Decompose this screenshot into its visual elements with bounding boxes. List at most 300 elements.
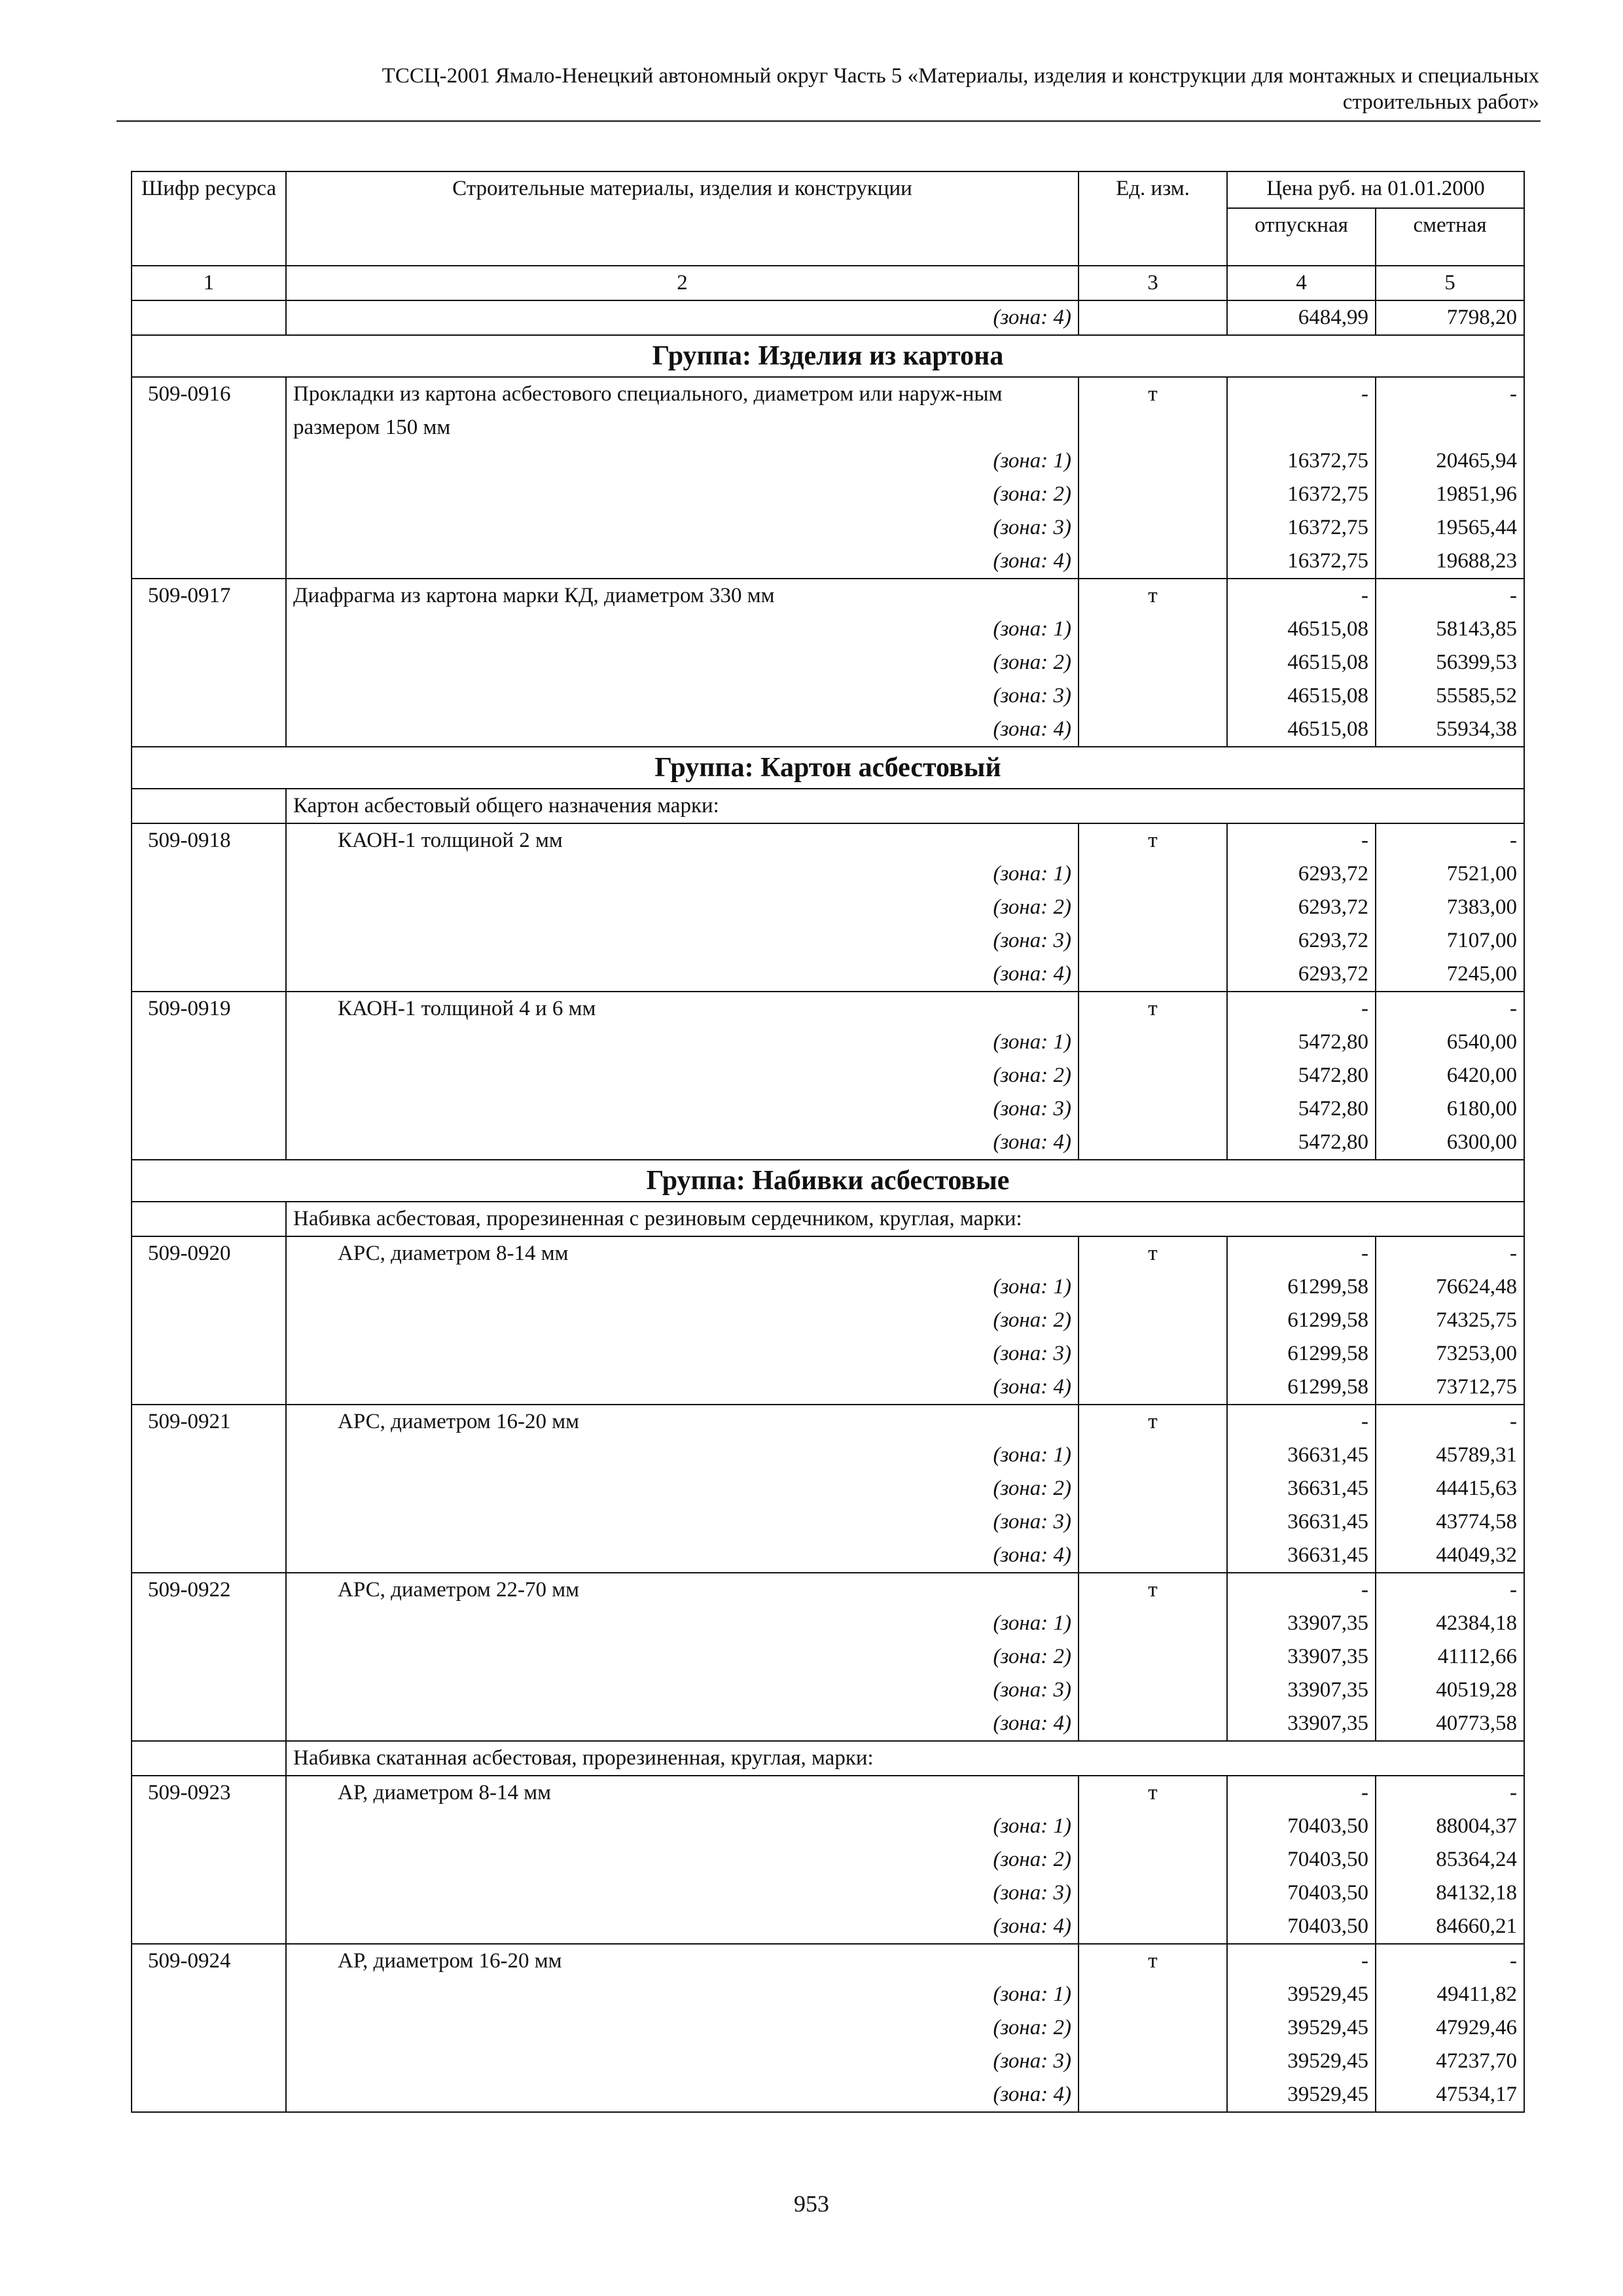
estimate-price: 45789,31 [1376, 1439, 1524, 1472]
column-header-code: Шифр ресурса [132, 171, 286, 266]
resource-code: 509-0918 [132, 823, 286, 857]
zone-label: (зона: 3) [286, 679, 1079, 713]
unit-cell [1079, 1439, 1227, 1472]
zone-label: (зона: 2) [286, 1640, 1079, 1674]
code-cell [132, 511, 286, 545]
release-price: - [1227, 992, 1376, 1026]
code-cell [132, 300, 286, 335]
subheading-row [132, 1202, 1524, 1236]
code-cell [132, 646, 286, 679]
estimate-price: 40519,28 [1376, 1674, 1524, 1707]
release-price: 61299,58 [1227, 1304, 1376, 1337]
group-heading-row [132, 747, 1524, 789]
subheading: Картон асбестовый общего назначения марки: [286, 789, 1524, 823]
unit-cell [1079, 1371, 1227, 1405]
running-header-line-1: ТССЦ-2001 Ямало-Ненецкий автономный округ Часть 5 «Материалы, изделия и конструкции для монтажных и специальных [382, 64, 1539, 88]
unit-cell [1079, 1337, 1227, 1371]
code-cell [132, 958, 286, 992]
material-name: КАОН-1 толщиной 4 и 6 мм [286, 992, 1079, 1026]
column-header-name: Строительные материалы, изделия и конструкции [286, 171, 1079, 266]
estimate-price: 73253,00 [1376, 1337, 1524, 1371]
unit-cell [1079, 1126, 1227, 1160]
zone-row [132, 545, 1524, 579]
zone-row [132, 924, 1524, 958]
unit-cell [1079, 713, 1227, 747]
estimate-price: 43774,58 [1376, 1505, 1524, 1539]
code-cell [132, 2045, 286, 2078]
release-price: 6293,72 [1227, 891, 1376, 924]
zone-row [132, 1505, 1524, 1539]
unit: т [1079, 377, 1227, 444]
group-heading: Группа: Набивки асбестовые [132, 1160, 1524, 1202]
estimate-price: - [1376, 377, 1524, 444]
release-price: - [1227, 579, 1376, 613]
estimate-price: - [1376, 1405, 1524, 1439]
code-cell [132, 1270, 286, 1304]
code-cell [132, 1371, 286, 1405]
resource-code: 509-0923 [132, 1776, 286, 1810]
zone-row [132, 1674, 1524, 1707]
zone-label: (зона: 1) [286, 857, 1079, 891]
code-cell [132, 1026, 286, 1059]
unit-cell [1079, 444, 1227, 478]
table-row [132, 992, 1524, 1026]
release-price: 33907,35 [1227, 1707, 1376, 1741]
zone-label: (зона: 2) [286, 1472, 1079, 1505]
zone-label: (зона: 2) [286, 1843, 1079, 1876]
material-name: КАОН-1 толщиной 2 мм [286, 823, 1079, 857]
release-price: - [1227, 1776, 1376, 1810]
unit-cell [1079, 300, 1227, 335]
zone-label: (зона: 3) [286, 1505, 1079, 1539]
zone-label: (зона: 1) [286, 444, 1079, 478]
estimate-price: 6540,00 [1376, 1026, 1524, 1059]
unit-cell [1079, 1539, 1227, 1573]
estimate-price: 7107,00 [1376, 924, 1524, 958]
unit-cell [1079, 1472, 1227, 1505]
code-cell [132, 1741, 286, 1776]
running-header-line-2: строительных работ» [1342, 90, 1539, 114]
estimate-price: 6300,00 [1376, 1126, 1524, 1160]
unit-cell [1079, 1707, 1227, 1741]
column-number: 4 [1227, 266, 1376, 300]
unit-cell [1079, 924, 1227, 958]
zone-row [132, 1270, 1524, 1304]
zone-row [132, 511, 1524, 545]
estimate-price: - [1376, 1776, 1524, 1810]
resource-code: 509-0924 [132, 1944, 286, 1978]
zone-label: (зона: 3) [286, 1092, 1079, 1126]
code-cell [132, 1707, 286, 1741]
zone-row [132, 1707, 1524, 1741]
estimate-price: 7521,00 [1376, 857, 1524, 891]
code-cell [132, 545, 286, 579]
subheading: Набивка скатанная асбестовая, прорезиненная, круглая, марки: [286, 1741, 1524, 1776]
carry-over-row [132, 300, 1524, 335]
zone-row [132, 1640, 1524, 1674]
zone-row [132, 1978, 1524, 2011]
zone-label: (зона: 4) [286, 1539, 1079, 1573]
zone-label: (зона: 2) [286, 2011, 1079, 2045]
zone-label: (зона: 1) [286, 1607, 1079, 1640]
table-row [132, 377, 1524, 444]
release-price: 6293,72 [1227, 958, 1376, 992]
code-cell [132, 444, 286, 478]
table-row [132, 1776, 1524, 1810]
release-price: 46515,08 [1227, 613, 1376, 646]
code-cell [132, 891, 286, 924]
zone-row [132, 1539, 1524, 1573]
unit-cell [1079, 545, 1227, 579]
material-name: АРС, диаметром 8-14 мм [286, 1236, 1079, 1270]
release-price: 36631,45 [1227, 1505, 1376, 1539]
zone-row [132, 444, 1524, 478]
zone-row [132, 2078, 1524, 2112]
zone-row [132, 1026, 1524, 1059]
zone-label: (зона: 3) [286, 1337, 1079, 1371]
subheading-row [132, 789, 1524, 823]
unit-cell [1079, 1876, 1227, 1910]
zone-label: (зона: 2) [286, 891, 1079, 924]
release-price: 5472,80 [1227, 1126, 1376, 1160]
table-row [132, 823, 1524, 857]
release-price: 33907,35 [1227, 1640, 1376, 1674]
column-header-unit: Ед. изм. [1079, 171, 1227, 266]
header-rule [116, 120, 1541, 122]
code-cell [132, 2078, 286, 2112]
resource-code: 509-0917 [132, 579, 286, 613]
estimate-price: - [1376, 992, 1524, 1026]
release-price: 70403,50 [1227, 1876, 1376, 1910]
zone-row [132, 713, 1524, 747]
unit: т [1079, 992, 1227, 1026]
zone-label: (зона: 3) [286, 1876, 1079, 1910]
zone-row [132, 1876, 1524, 1910]
zone-label: (зона: 1) [286, 1810, 1079, 1843]
release-price: 61299,58 [1227, 1270, 1376, 1304]
zone-label: (зона: 2) [286, 1059, 1079, 1092]
estimate-price: 42384,18 [1376, 1607, 1524, 1640]
zone-row [132, 2011, 1524, 2045]
unit-cell [1079, 958, 1227, 992]
release-price: 70403,50 [1227, 1910, 1376, 1944]
release-price: - [1227, 1944, 1376, 1978]
column-number: 2 [286, 266, 1079, 300]
material-name: Диафрагма из картона марки КД, диаметром 330 мм [286, 579, 1079, 613]
unit-cell [1079, 1059, 1227, 1092]
column-header-estimate: сметная [1376, 208, 1524, 266]
resource-code: 509-0919 [132, 992, 286, 1026]
zone-label: (зона: 1) [286, 613, 1079, 646]
unit-cell [1079, 1978, 1227, 2011]
estimate-price: 47534,17 [1376, 2078, 1524, 2112]
estimate-price: 19565,44 [1376, 511, 1524, 545]
estimate-price: 88004,37 [1376, 1810, 1524, 1843]
zone-label: (зона: 4) [286, 1707, 1079, 1741]
unit: т [1079, 823, 1227, 857]
release-price: 16372,75 [1227, 444, 1376, 478]
estimate-price: 6180,00 [1376, 1092, 1524, 1126]
group-heading: Группа: Изделия из картона [132, 335, 1524, 377]
release-price: 36631,45 [1227, 1472, 1376, 1505]
estimate-price: 7798,20 [1376, 300, 1524, 335]
material-name: АР, диаметром 8-14 мм [286, 1776, 1079, 1810]
estimate-price: - [1376, 823, 1524, 857]
unit-cell [1079, 679, 1227, 713]
release-price: 39529,45 [1227, 1978, 1376, 2011]
estimate-price: 76624,48 [1376, 1270, 1524, 1304]
material-name: Прокладки из картона асбестового специального, диаметром или наруж-ным размером 150 мм [286, 377, 1079, 444]
estimate-price: 7383,00 [1376, 891, 1524, 924]
code-cell [132, 924, 286, 958]
zone-label: (зона: 4) [286, 1126, 1079, 1160]
code-cell [132, 1910, 286, 1944]
zone-row [132, 679, 1524, 713]
table-row [132, 1573, 1524, 1607]
zone-row [132, 958, 1524, 992]
estimate-price: 44049,32 [1376, 1539, 1524, 1573]
unit: т [1079, 1776, 1227, 1810]
release-price: 6293,72 [1227, 857, 1376, 891]
zone-row [132, 1126, 1524, 1160]
zone-label: (зона: 2) [286, 478, 1079, 511]
zone-label: (зона: 2) [286, 1304, 1079, 1337]
unit-cell [1079, 2011, 1227, 2045]
release-price: 70403,50 [1227, 1810, 1376, 1843]
unit: т [1079, 579, 1227, 613]
code-cell [132, 1202, 286, 1236]
code-cell [132, 613, 286, 646]
page-number: 953 [794, 2191, 829, 2217]
zone-label: (зона: 3) [286, 1674, 1079, 1707]
column-number: 3 [1079, 266, 1227, 300]
zone-row [132, 478, 1524, 511]
code-cell [132, 679, 286, 713]
release-price: 61299,58 [1227, 1371, 1376, 1405]
estimate-price: 85364,24 [1376, 1843, 1524, 1876]
unit-cell [1079, 1810, 1227, 1843]
release-price: 39529,45 [1227, 2045, 1376, 2078]
zone-row [132, 1439, 1524, 1472]
code-cell [132, 1674, 286, 1707]
code-cell [132, 1843, 286, 1876]
release-price: 39529,45 [1227, 2078, 1376, 2112]
unit-cell [1079, 511, 1227, 545]
release-price: - [1227, 823, 1376, 857]
code-cell [132, 1810, 286, 1843]
unit-cell [1079, 1910, 1227, 1944]
code-cell [132, 478, 286, 511]
release-price: 61299,58 [1227, 1337, 1376, 1371]
estimate-price: 56399,53 [1376, 646, 1524, 679]
zone-row [132, 1843, 1524, 1876]
estimate-price: 84132,18 [1376, 1876, 1524, 1910]
resource-code: 509-0920 [132, 1236, 286, 1270]
unit-cell [1079, 891, 1227, 924]
zone-row [132, 1810, 1524, 1843]
unit-cell [1079, 1674, 1227, 1707]
zone-row [132, 1910, 1524, 1944]
code-cell [132, 713, 286, 747]
unit-cell [1079, 2045, 1227, 2078]
estimate-price: 40773,58 [1376, 1707, 1524, 1741]
estimate-price: 55934,38 [1376, 713, 1524, 747]
estimate-price: 19851,96 [1376, 478, 1524, 511]
code-cell [132, 1337, 286, 1371]
estimate-price: 47929,46 [1376, 2011, 1524, 2045]
release-price: 33907,35 [1227, 1607, 1376, 1640]
zone-label: (зона: 1) [286, 1026, 1079, 1059]
zone-row [132, 613, 1524, 646]
estimate-price: 74325,75 [1376, 1304, 1524, 1337]
zone-label: (зона: 4) [286, 2078, 1079, 2112]
code-cell [132, 2011, 286, 2045]
release-price: 36631,45 [1227, 1539, 1376, 1573]
zone-label: (зона: 2) [286, 646, 1079, 679]
estimate-price: 44415,63 [1376, 1472, 1524, 1505]
zone-label: (зона: 1) [286, 1978, 1079, 2011]
table-body [132, 300, 1524, 2112]
release-price: 5472,80 [1227, 1059, 1376, 1092]
resource-code: 509-0921 [132, 1405, 286, 1439]
release-price: 16372,75 [1227, 478, 1376, 511]
unit-cell [1079, 857, 1227, 891]
unit: т [1079, 1944, 1227, 1978]
zone-label: (зона: 3) [286, 924, 1079, 958]
unit-cell [1079, 1607, 1227, 1640]
resource-code: 509-0916 [132, 377, 286, 444]
code-cell [132, 1059, 286, 1092]
release-price: 6484,99 [1227, 300, 1376, 335]
zone-label: (зона: 4) [286, 545, 1079, 579]
code-cell [132, 1978, 286, 2011]
subheading: Набивка асбестовая, прорезиненная с резиновым сердечником, круглая, марки: [286, 1202, 1524, 1236]
release-price: 70403,50 [1227, 1843, 1376, 1876]
running-header [118, 63, 1539, 115]
unit-cell [1079, 646, 1227, 679]
code-cell [132, 857, 286, 891]
release-price: 36631,45 [1227, 1439, 1376, 1472]
unit-cell [1079, 478, 1227, 511]
table-header [132, 171, 1524, 300]
zone-label: (зона: 1) [286, 1439, 1079, 1472]
estimate-price: 20465,94 [1376, 444, 1524, 478]
estimate-price: - [1376, 579, 1524, 613]
zone-row [132, 1607, 1524, 1640]
release-price: 6293,72 [1227, 924, 1376, 958]
estimate-price: - [1376, 1236, 1524, 1270]
code-cell [132, 1876, 286, 1910]
subheading-row [132, 1741, 1524, 1776]
zone-row [132, 1472, 1524, 1505]
column-number: 5 [1376, 266, 1524, 300]
zone-label: (зона: 4) [286, 713, 1079, 747]
release-price: - [1227, 1236, 1376, 1270]
code-cell [132, 1505, 286, 1539]
resource-code: 509-0922 [132, 1573, 286, 1607]
table-row [132, 1405, 1524, 1439]
estimate-price: 41112,66 [1376, 1640, 1524, 1674]
release-price: - [1227, 1405, 1376, 1439]
table-row [132, 579, 1524, 613]
unit-cell [1079, 1505, 1227, 1539]
unit: т [1079, 1236, 1227, 1270]
unit-cell [1079, 1026, 1227, 1059]
release-price: 46515,08 [1227, 679, 1376, 713]
zone-label: (зона: 4) [286, 1371, 1079, 1405]
column-header-price: Цена руб. на 01.01.2000 [1227, 171, 1524, 208]
unit-cell [1079, 1270, 1227, 1304]
release-price: 16372,75 [1227, 545, 1376, 579]
estimate-price: 7245,00 [1376, 958, 1524, 992]
unit-cell [1079, 613, 1227, 646]
unit-cell [1079, 1843, 1227, 1876]
material-name: АРС, диаметром 22-70 мм [286, 1573, 1079, 1607]
release-price: 33907,35 [1227, 1674, 1376, 1707]
zone-row [132, 1092, 1524, 1126]
code-cell [132, 1640, 286, 1674]
estimate-price: 6420,00 [1376, 1059, 1524, 1092]
zone-label: (зона: 1) [286, 1270, 1079, 1304]
price-table [131, 171, 1525, 2113]
group-heading-row [132, 1160, 1524, 1202]
column-header-release: отпускная [1227, 208, 1376, 266]
zone-label: (зона: 3) [286, 511, 1079, 545]
unit-cell [1079, 1640, 1227, 1674]
release-price: 39529,45 [1227, 2011, 1376, 2045]
estimate-price: 84660,21 [1376, 1910, 1524, 1944]
column-number: 1 [132, 266, 286, 300]
zone-row [132, 646, 1524, 679]
estimate-price: - [1376, 1573, 1524, 1607]
estimate-price: 19688,23 [1376, 545, 1524, 579]
group-heading: Группа: Картон асбестовый [132, 747, 1524, 789]
code-cell [132, 1126, 286, 1160]
estimate-price: 55585,52 [1376, 679, 1524, 713]
release-price: - [1227, 1573, 1376, 1607]
code-cell [132, 1092, 286, 1126]
table-row [132, 1944, 1524, 1978]
estimate-price: - [1376, 1944, 1524, 1978]
unit: т [1079, 1405, 1227, 1439]
estimate-price: 73712,75 [1376, 1371, 1524, 1405]
release-price: - [1227, 377, 1376, 444]
zone-label: (зона: 4) [286, 958, 1079, 992]
code-cell [132, 1472, 286, 1505]
release-price: 5472,80 [1227, 1026, 1376, 1059]
zone-row [132, 857, 1524, 891]
zone-row [132, 1059, 1524, 1092]
zone-label: (зона: 3) [286, 2045, 1079, 2078]
unit: т [1079, 1573, 1227, 1607]
unit-cell [1079, 2078, 1227, 2112]
release-price: 16372,75 [1227, 511, 1376, 545]
material-name: АРС, диаметром 16-20 мм [286, 1405, 1079, 1439]
table-row [132, 1236, 1524, 1270]
zone-label: (зона: 4) [286, 1910, 1079, 1944]
zone-label: (зона: 4) [286, 300, 1079, 335]
column-number-row [132, 266, 1524, 300]
code-cell [132, 789, 286, 823]
material-name: АР, диаметром 16-20 мм [286, 1944, 1079, 1978]
estimate-price: 58143,85 [1376, 613, 1524, 646]
zone-row [132, 891, 1524, 924]
release-price: 5472,80 [1227, 1092, 1376, 1126]
group-heading-row [132, 335, 1524, 377]
release-price: 46515,08 [1227, 646, 1376, 679]
release-price: 46515,08 [1227, 713, 1376, 747]
code-cell [132, 1607, 286, 1640]
